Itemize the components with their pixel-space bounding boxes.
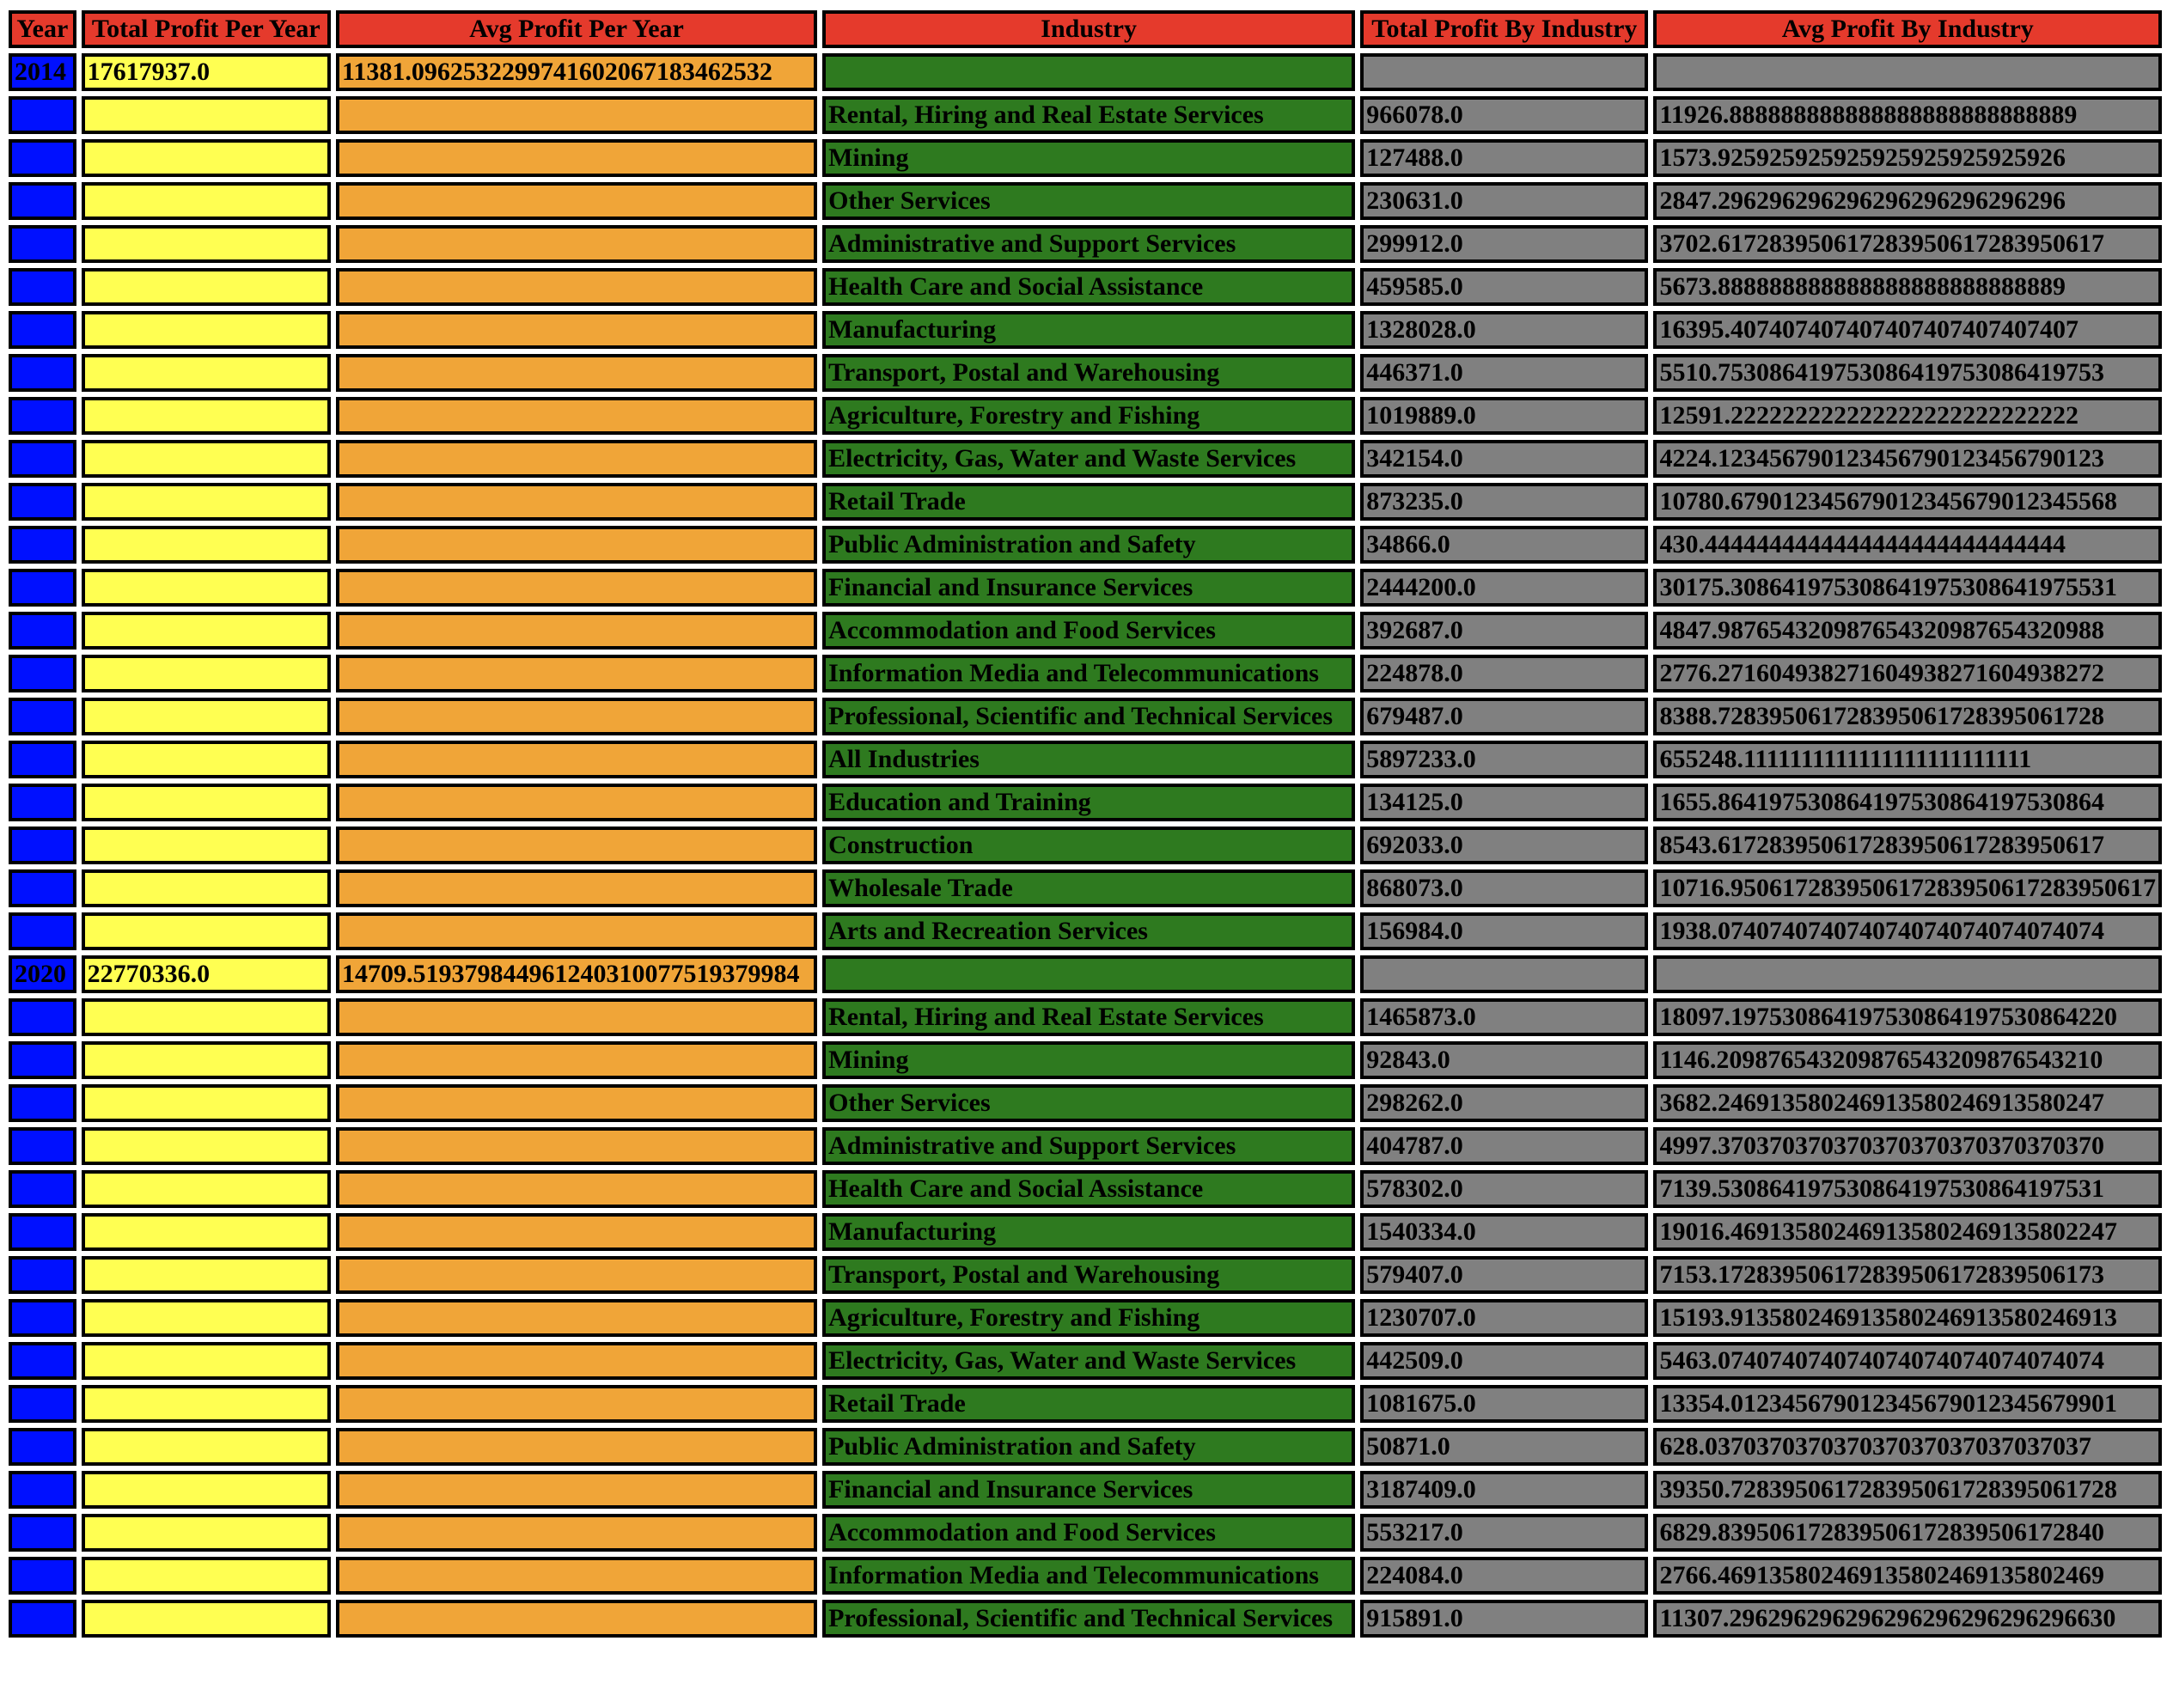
avg-profit-per-year-cell: [336, 354, 817, 392]
table-row: [9, 53, 2162, 91]
industry-cell: [822, 53, 1355, 91]
total-profit-by-industry-cell: 1230707.0: [1360, 1299, 1648, 1337]
total-profit-per-year-cell: [82, 741, 331, 778]
industry-cell: Other Services: [822, 182, 1355, 220]
total-profit-per-year-cell: [82, 483, 331, 521]
year-cell: [9, 998, 76, 1036]
industry-cell: Retail Trade: [822, 1385, 1355, 1423]
year-cell: [9, 912, 76, 950]
year-cell: [9, 612, 76, 650]
total-profit-per-year-cell: [82, 612, 331, 650]
avg-profit-by-industry-cell: 5510.753086419753086419753086419753: [1653, 354, 2162, 392]
avg-profit-per-year-cell: [336, 1557, 817, 1595]
avg-profit-per-year-cell: [336, 1514, 817, 1552]
industry-cell: Retail Trade: [822, 483, 1355, 521]
total-profit-per-year-cell: [82, 1170, 331, 1208]
avg-profit-by-industry-cell: 19016.469135802469135802469135802247: [1653, 1213, 2162, 1251]
table-row: [9, 1084, 2162, 1122]
industry-cell: Construction: [822, 827, 1355, 864]
total-profit-by-industry-cell: 298262.0: [1360, 1084, 1648, 1122]
table-row: [9, 1557, 2162, 1595]
industry-cell: Transport, Postal and Warehousing: [822, 1256, 1355, 1294]
total-profit-per-year-cell: [82, 1084, 331, 1122]
table-row: [9, 998, 2162, 1036]
avg-profit-per-year-cell: [336, 1428, 817, 1466]
industry-cell: Rental, Hiring and Real Estate Services: [822, 998, 1355, 1036]
year-cell: [9, 397, 76, 435]
industry-cell: Mining: [822, 139, 1355, 177]
table-row: [9, 1299, 2162, 1337]
industry-cell: Arts and Recreation Services: [822, 912, 1355, 950]
avg-profit-by-industry-cell: 430.4444444444444444444444444444: [1653, 526, 2162, 564]
total-profit-by-industry-cell: 50871.0: [1360, 1428, 1648, 1466]
avg-profit-by-industry-cell: 16395.407407407407407407407407407: [1653, 311, 2162, 349]
total-profit-per-year-cell: 17617937.0: [82, 53, 331, 91]
year-cell: [9, 311, 76, 349]
avg-profit-by-industry-cell: 655248.1111111111111111111111111: [1653, 741, 2162, 778]
industry-cell: Public Administration and Safety: [822, 1428, 1355, 1466]
year-cell: 2014: [9, 53, 76, 91]
total-profit-by-industry-cell: 578302.0: [1360, 1170, 1648, 1208]
table-row: [9, 440, 2162, 478]
industry-cell: Other Services: [822, 1084, 1355, 1122]
avg-profit-per-year-cell: [336, 526, 817, 564]
year-cell: [9, 1041, 76, 1079]
total-profit-by-industry-cell: 1465873.0: [1360, 998, 1648, 1036]
industry-cell: Mining: [822, 1041, 1355, 1079]
industry-cell: Transport, Postal and Warehousing: [822, 354, 1355, 392]
total-profit-per-year-cell: [82, 1471, 331, 1509]
avg-profit-by-industry-cell: 4224.123456790123456790123456790123: [1653, 440, 2162, 478]
industry-cell: Agriculture, Forestry and Fishing: [822, 397, 1355, 435]
avg-profit-by-industry-cell: 628.037037037037037037037037037037: [1653, 1428, 2162, 1466]
avg-profit-by-industry-cell: 12591.222222222222222222222222222: [1653, 397, 2162, 435]
avg-profit-per-year-cell: [336, 1471, 817, 1509]
header-industry: Industry: [822, 10, 1355, 48]
avg-profit-by-industry-cell: 5463.074074074074074074074074074074: [1653, 1342, 2162, 1380]
avg-profit-by-industry-cell: 7139.530864197530864197530864197531: [1653, 1170, 2162, 1208]
avg-profit-by-industry-cell: 4997.370370370370370370370370370370: [1653, 1127, 2162, 1165]
avg-profit-by-industry-cell: 6829.839506172839506172839506172840: [1653, 1514, 2162, 1552]
table-row: [9, 1514, 2162, 1552]
table-row: [9, 483, 2162, 521]
avg-profit-by-industry-cell: 13354.012345679012345679012345679901: [1653, 1385, 2162, 1423]
total-profit-by-industry-cell: 342154.0: [1360, 440, 1648, 478]
total-profit-per-year-cell: [82, 354, 331, 392]
industry-cell: Electricity, Gas, Water and Waste Services: [822, 440, 1355, 478]
profit-table: [3, 5, 2167, 1643]
year-cell: [9, 1299, 76, 1337]
total-profit-by-industry-cell: 446371.0: [1360, 354, 1648, 392]
total-profit-per-year-cell: [82, 440, 331, 478]
avg-profit-by-industry-cell: [1653, 53, 2162, 91]
industry-cell: Wholesale Trade: [822, 869, 1355, 907]
avg-profit-by-industry-cell: 10716.950617283950617283950617283950617: [1653, 869, 2162, 907]
year-cell: [9, 1514, 76, 1552]
year-cell: [9, 1385, 76, 1423]
year-cell: [9, 1256, 76, 1294]
year-cell: [9, 698, 76, 735]
table-row: [9, 955, 2162, 993]
table-row: [9, 225, 2162, 263]
avg-profit-by-industry-cell: 2766.469135802469135802469135802469: [1653, 1557, 2162, 1595]
year-cell: [9, 1557, 76, 1595]
total-profit-per-year-cell: [82, 268, 331, 306]
avg-profit-per-year-cell: 11381.0962532299741602067183462532: [336, 53, 817, 91]
header-row: [9, 10, 2162, 48]
avg-profit-by-industry-cell: 1146.209876543209876543209876543210: [1653, 1041, 2162, 1079]
total-profit-by-industry-cell: 392687.0: [1360, 612, 1648, 650]
total-profit-per-year-cell: [82, 912, 331, 950]
table-row: [9, 1170, 2162, 1208]
total-profit-by-industry-cell: 34866.0: [1360, 526, 1648, 564]
total-profit-by-industry-cell: 579407.0: [1360, 1256, 1648, 1294]
total-profit-by-industry-cell: 553217.0: [1360, 1514, 1648, 1552]
total-profit-by-industry-cell: 92843.0: [1360, 1041, 1648, 1079]
year-cell: [9, 483, 76, 521]
total-profit-by-industry-cell: 230631.0: [1360, 182, 1648, 220]
total-profit-per-year-cell: [82, 1385, 331, 1423]
year-cell: [9, 655, 76, 692]
total-profit-by-industry-cell: 1540334.0: [1360, 1213, 1648, 1251]
year-cell: [9, 526, 76, 564]
avg-profit-per-year-cell: [336, 1127, 817, 1165]
year-cell: [9, 1127, 76, 1165]
table-row: [9, 741, 2162, 778]
table-row: [9, 526, 2162, 564]
year-cell: [9, 139, 76, 177]
avg-profit-per-year-cell: [336, 268, 817, 306]
year-cell: [9, 440, 76, 478]
table-row: [9, 268, 2162, 306]
avg-profit-per-year-cell: [336, 655, 817, 692]
total-profit-by-industry-cell: 679487.0: [1360, 698, 1648, 735]
avg-profit-per-year-cell: [336, 612, 817, 650]
year-cell: [9, 268, 76, 306]
avg-profit-per-year-cell: [336, 784, 817, 821]
total-profit-by-industry-cell: 299912.0: [1360, 225, 1648, 263]
avg-profit-by-industry-cell: 11307.296296296296296296296296296630: [1653, 1600, 2162, 1638]
industry-cell: Electricity, Gas, Water and Waste Services: [822, 1342, 1355, 1380]
year-cell: [9, 1084, 76, 1122]
year-cell: [9, 96, 76, 134]
header-total-profit-by-industry: Total Profit By Industry: [1360, 10, 1648, 48]
total-profit-per-year-cell: [82, 827, 331, 864]
avg-profit-per-year-cell: [336, 1342, 817, 1380]
avg-profit-by-industry-cell: 3702.617283950617283950617283950617: [1653, 225, 2162, 263]
industry-cell: Information Media and Telecommunications: [822, 655, 1355, 692]
total-profit-by-industry-cell: 2444200.0: [1360, 569, 1648, 607]
avg-profit-per-year-cell: [336, 1170, 817, 1208]
avg-profit-per-year-cell: [336, 998, 817, 1036]
total-profit-by-industry-cell: 1081675.0: [1360, 1385, 1648, 1423]
total-profit-by-industry-cell: 873235.0: [1360, 483, 1648, 521]
industry-cell: Education and Training: [822, 784, 1355, 821]
avg-profit-per-year-cell: [336, 741, 817, 778]
table-row: [9, 827, 2162, 864]
industry-cell: Health Care and Social Assistance: [822, 268, 1355, 306]
total-profit-by-industry-cell: 134125.0: [1360, 784, 1648, 821]
avg-profit-per-year-cell: [336, 698, 817, 735]
total-profit-per-year-cell: [82, 1557, 331, 1595]
avg-profit-by-industry-cell: 7153.172839506172839506172839506173: [1653, 1256, 2162, 1294]
avg-profit-by-industry-cell: 15193.913580246913580246913580246913: [1653, 1299, 2162, 1337]
avg-profit-by-industry-cell: 3682.246913580246913580246913580247: [1653, 1084, 2162, 1122]
avg-profit-per-year-cell: [336, 1213, 817, 1251]
total-profit-by-industry-cell: 127488.0: [1360, 139, 1648, 177]
total-profit-per-year-cell: [82, 182, 331, 220]
industry-cell: All Industries: [822, 741, 1355, 778]
industry-cell: Information Media and Telecommunications: [822, 1557, 1355, 1595]
avg-profit-by-industry-cell: 1655.864197530864197530864197530864: [1653, 784, 2162, 821]
total-profit-per-year-cell: [82, 1256, 331, 1294]
total-profit-by-industry-cell: 966078.0: [1360, 96, 1648, 134]
table-row: [9, 397, 2162, 435]
avg-profit-per-year-cell: [336, 96, 817, 134]
year-cell: [9, 784, 76, 821]
avg-profit-per-year-cell: [336, 225, 817, 263]
avg-profit-per-year-cell: [336, 1041, 817, 1079]
table-row: [9, 1256, 2162, 1294]
year-cell: [9, 827, 76, 864]
table-row: [9, 869, 2162, 907]
total-profit-per-year-cell: [82, 1428, 331, 1466]
avg-profit-per-year-cell: [336, 483, 817, 521]
table-row: [9, 612, 2162, 650]
total-profit-per-year-cell: [82, 96, 331, 134]
total-profit-by-industry-cell: 3187409.0: [1360, 1471, 1648, 1509]
avg-profit-per-year-cell: [336, 1299, 817, 1337]
avg-profit-per-year-cell: [336, 440, 817, 478]
avg-profit-by-industry-cell: 2847.296296296296296296296296296: [1653, 182, 2162, 220]
year-cell: [9, 1342, 76, 1380]
avg-profit-per-year-cell: [336, 1385, 817, 1423]
table-row: [9, 1600, 2162, 1638]
avg-profit-per-year-cell: [336, 869, 817, 907]
industry-cell: Manufacturing: [822, 311, 1355, 349]
year-cell: [9, 182, 76, 220]
total-profit-per-year-cell: [82, 526, 331, 564]
avg-profit-by-industry-cell: 8388.728395061728395061728395061728: [1653, 698, 2162, 735]
header-total-profit-per-year: Total Profit Per Year: [82, 10, 331, 48]
avg-profit-by-industry-cell: 18097.197530864197530864197530864220: [1653, 998, 2162, 1036]
table-row: [9, 1428, 2162, 1466]
total-profit-per-year-cell: 22770336.0: [82, 955, 331, 993]
table-row: [9, 354, 2162, 392]
table-row: [9, 1041, 2162, 1079]
industry-cell: Administrative and Support Services: [822, 1127, 1355, 1165]
total-profit-per-year-cell: [82, 311, 331, 349]
avg-profit-per-year-cell: [336, 827, 817, 864]
industry-cell: Administrative and Support Services: [822, 225, 1355, 263]
industry-cell: Accommodation and Food Services: [822, 612, 1355, 650]
avg-profit-by-industry-cell: 30175.308641975308641975308641975531: [1653, 569, 2162, 607]
industry-cell: Manufacturing: [822, 1213, 1355, 1251]
table-row: [9, 655, 2162, 692]
industry-cell: Health Care and Social Assistance: [822, 1170, 1355, 1208]
year-cell: [9, 225, 76, 263]
table-row: [9, 182, 2162, 220]
avg-profit-per-year-cell: [336, 569, 817, 607]
industry-cell: Professional, Scientific and Technical Services: [822, 1600, 1355, 1638]
total-profit-per-year-cell: [82, 139, 331, 177]
table-row: [9, 784, 2162, 821]
industry-cell: Rental, Hiring and Real Estate Services: [822, 96, 1355, 134]
total-profit-by-industry-cell: 224084.0: [1360, 1557, 1648, 1595]
total-profit-by-industry-cell: 5897233.0: [1360, 741, 1648, 778]
industry-cell: Accommodation and Food Services: [822, 1514, 1355, 1552]
total-profit-by-industry-cell: 868073.0: [1360, 869, 1648, 907]
table-row: [9, 698, 2162, 735]
avg-profit-per-year-cell: [336, 912, 817, 950]
total-profit-per-year-cell: [82, 569, 331, 607]
avg-profit-by-industry-cell: 39350.728395061728395061728395061728: [1653, 1471, 2162, 1509]
avg-profit-per-year-cell: [336, 182, 817, 220]
total-profit-per-year-cell: [82, 655, 331, 692]
avg-profit-per-year-cell: [336, 1600, 817, 1638]
avg-profit-per-year-cell: 14709.519379844961240310077519379984: [336, 955, 817, 993]
total-profit-by-industry-cell: 459585.0: [1360, 268, 1648, 306]
industry-cell: Financial and Insurance Services: [822, 1471, 1355, 1509]
table-row: [9, 1213, 2162, 1251]
table-body: [9, 53, 2162, 1638]
avg-profit-per-year-cell: [336, 1084, 817, 1122]
total-profit-per-year-cell: [82, 1299, 331, 1337]
year-cell: [9, 569, 76, 607]
year-cell: [9, 1213, 76, 1251]
total-profit-per-year-cell: [82, 869, 331, 907]
total-profit-per-year-cell: [82, 784, 331, 821]
avg-profit-by-industry-cell: 11926.888888888888888888888888889: [1653, 96, 2162, 134]
total-profit-per-year-cell: [82, 998, 331, 1036]
year-cell: [9, 1428, 76, 1466]
total-profit-per-year-cell: [82, 397, 331, 435]
header-avg-profit-per-year: Avg Profit Per Year: [336, 10, 817, 48]
industry-cell: Agriculture, Forestry and Fishing: [822, 1299, 1355, 1337]
table-row: [9, 311, 2162, 349]
total-profit-by-industry-cell: 404787.0: [1360, 1127, 1648, 1165]
total-profit-per-year-cell: [82, 1342, 331, 1380]
year-cell: [9, 1471, 76, 1509]
industry-cell: [822, 955, 1355, 993]
avg-profit-per-year-cell: [336, 397, 817, 435]
industry-cell: Professional, Scientific and Technical Services: [822, 698, 1355, 735]
total-profit-per-year-cell: [82, 698, 331, 735]
table-row: [9, 1471, 2162, 1509]
year-cell: 2020: [9, 955, 76, 993]
avg-profit-by-industry-cell: 10780.679012345679012345679012345568: [1653, 483, 2162, 521]
year-cell: [9, 1600, 76, 1638]
avg-profit-by-industry-cell: 1938.074074074074074074074074074074: [1653, 912, 2162, 950]
total-profit-per-year-cell: [82, 1514, 331, 1552]
header-avg-profit-by-industry: Avg Profit By Industry: [1653, 10, 2162, 48]
header-year: Year: [9, 10, 76, 48]
table-row: [9, 1127, 2162, 1165]
avg-profit-per-year-cell: [336, 311, 817, 349]
avg-profit-per-year-cell: [336, 139, 817, 177]
avg-profit-by-industry-cell: 1573.925925925925925925925925926: [1653, 139, 2162, 177]
table-row: [9, 912, 2162, 950]
table-row: [9, 1385, 2162, 1423]
total-profit-by-industry-cell: 915891.0: [1360, 1600, 1648, 1638]
avg-profit-by-industry-cell: 8543.617283950617283950617283950617: [1653, 827, 2162, 864]
total-profit-by-industry-cell: 1019889.0: [1360, 397, 1648, 435]
avg-profit-per-year-cell: [336, 1256, 817, 1294]
total-profit-by-industry-cell: [1360, 955, 1648, 993]
total-profit-per-year-cell: [82, 1600, 331, 1638]
total-profit-per-year-cell: [82, 1213, 331, 1251]
year-cell: [9, 869, 76, 907]
table-row: [9, 96, 2162, 134]
avg-profit-by-industry-cell: 4847.987654320987654320987654320988: [1653, 612, 2162, 650]
table-row: [9, 139, 2162, 177]
table-row: [9, 1342, 2162, 1380]
industry-cell: Public Administration and Safety: [822, 526, 1355, 564]
avg-profit-by-industry-cell: 2776.271604938271604938271604938272: [1653, 655, 2162, 692]
year-cell: [9, 741, 76, 778]
total-profit-by-industry-cell: 442509.0: [1360, 1342, 1648, 1380]
total-profit-by-industry-cell: 224878.0: [1360, 655, 1648, 692]
total-profit-per-year-cell: [82, 225, 331, 263]
total-profit-by-industry-cell: 692033.0: [1360, 827, 1648, 864]
avg-profit-by-industry-cell: 5673.888888888888888888888888889: [1653, 268, 2162, 306]
table-row: [9, 569, 2162, 607]
avg-profit-by-industry-cell: [1653, 955, 2162, 993]
total-profit-by-industry-cell: 156984.0: [1360, 912, 1648, 950]
total-profit-by-industry-cell: 1328028.0: [1360, 311, 1648, 349]
total-profit-per-year-cell: [82, 1041, 331, 1079]
year-cell: [9, 1170, 76, 1208]
industry-cell: Financial and Insurance Services: [822, 569, 1355, 607]
total-profit-per-year-cell: [82, 1127, 331, 1165]
total-profit-by-industry-cell: [1360, 53, 1648, 91]
year-cell: [9, 354, 76, 392]
